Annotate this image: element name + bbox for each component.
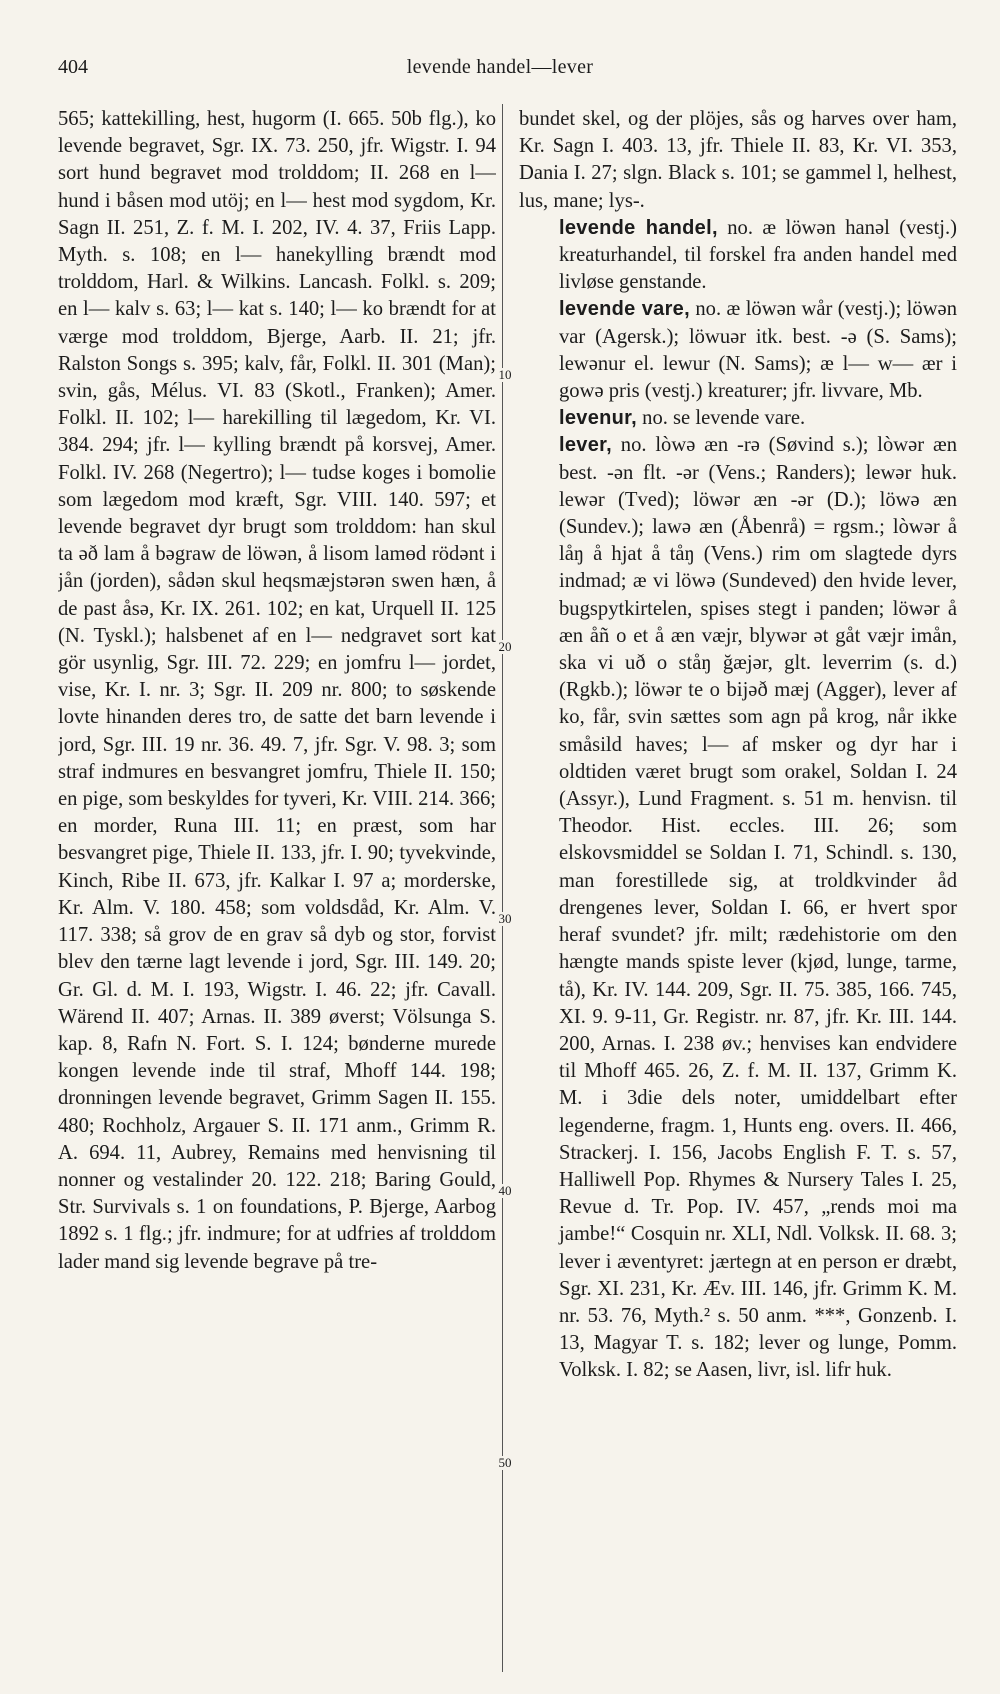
left-column-text: 565; kattekilling, hest, hugorm (I. 665. 50b flg.), ko levende begravet, Sgr. IX. 73. 250, jfr. Wigstr. I. 94 sort hund begravet mod trolddom; II. 268 en l— hund i båsen mod utöj; en l— hest mod sygdom, Kr. Sagn II. 251, Z. f. M. I. 202, IV. 4. 37, Friis Lapp. Myth. s. 108; en l— hanekylling brændt mod trolddom, Harl. & Wilkins. Lancash. Folkl. s. 209; en l— kalv s. 63; l— kat s. 140; l— ko brændt for at værge mod trolddom, Bjerge, Aarb. II. 21; jfr. Ralston Songs s. 395; kalv, får, Folkl. II. 301 (Man); svin, gås, Mélus. VI. 83 (Skotl., Franken); Amer. Folkl. II. 102; l— harekilling til lægedom, Kr. VI. 384. 294; jfr. l— kylling brændt på korsvej, Amer. Folkl. IV. 268 (Negertro); l— tudse koges i bomolie som lægedom mod kræft, Sgr. VIII. 140. 597; et levende begravet dyr brugt som trolddom: han skul ta əð lam å bəgraw de löwən, å lisom lamөd rödənt i jån (jorden), sådən skul heqsmæjstərən swen hæn, å de past åsə, Kr. IX. 261. 102; en kat, Urquell II. 125 (N. Tyskl.); halsbenet af en l— nedgravet sort kat gör usynlig, Sgr. III. 72. 229; en jomfru l— jordet, vise, Kr. I. nr. 3; Sgr. II. 209 nr. 800; to søskende lovte hinanden deres tro, de satte det barn levende i jord, Sgr. III. 19 nr. 36. 49. 7, jfr. Sgr. V. 98. 3; som straf indmures en besvangret jomfru, Thiele II. 150; en pige, som beskyldes for tyveri, Kr. VIII. 214. 366; en morder, Runa III. 11; en præst, som har besvangret pige, Thiele II. 133, jfr. I. 90; tyvekvinde, Kinch, Ribe II. 673, jfr. Kalkar I. 97 a; morderske, Kr. Alm. V. 180. 458; som voldsdåd, Kr. Alm. V. 117. 338; så grov de en grav så dyb og stor, forvist blev den tærne lagt levende i jord, Sgr. III. 149. 20; Gr. Gl. d. M. I. 193, Wigstr. I. 46. 22; jfr. Cavall. Wärend II. 407; Arnas. II. 389 øverst; Völsunga S. kap. 8, Rafn N. Fort. S. I. 124; bønderne murede kongen levende inde til straf, Mhoff 144. 198; dronningen levende begravet, Grimm Sagen II. 155. 480; Rochholz, Argauer S. II. 171 anm., Grimm R. A. 694. 11, Aubrey, Remains med henvisning til nonner og vestalinder 20. 122. 218; Baring Gould, Str. Survivals s. 1 on foundations, P. Bjerge, Aarbog 1892 s. 1 flg.; jfr. indmure; for at udfries af trolddom lader mand sig levende begrave på tre- <box>58 108 496 1273</box>
headword: levende handel, <box>559 216 718 239</box>
line-number-20: 20 <box>492 640 518 654</box>
entry-lever <box>519 432 957 1384</box>
entry-levenur <box>519 405 957 432</box>
headword: lever, <box>559 434 612 457</box>
entry-body: no. æ löwən hanəl (vestj.) kreaturhandel, til forskel fra anden handel med livløse genstande. <box>559 216 957 294</box>
headword: levenur, <box>559 407 637 430</box>
entry-body: no. se levende vare. <box>642 407 806 430</box>
right-column <box>519 106 957 1686</box>
line-number-30: 30 <box>492 912 518 926</box>
line-number-50: 50 <box>492 1456 518 1470</box>
headword: levende vare, <box>559 298 690 321</box>
entry-levende-handel <box>519 215 957 297</box>
entry-body: no. lòwə æn -rə (Søvind s.); lòwər æn best. -ən flt. -ər (Vens.; Randers); lewər huk. lewər (Tved); löwər æn -ər (D.); löwə æn (Sundev.); lawə æn (Åbenrå) = rgsm.; lòwər å låŋ å hjat å tåŋ (Vens.) rim om slagtede dyrs indmad; æ vi löwə (Sundeved) den hvide lever, bugspytkirtelen, spises stegt i panden; löwər å æn åñ o et å æn væjr, blywər ət gåt væjr imån, ska vi uð o ståŋ ğæjər, glt. leverrim (s. d.) (Rgkb.); löwər te o bijəð mæj (Agger), lever af ko, får, svin sættes som agn på krog, når ikke småsild haves; l— af msker og dyr har i oldtiden været brugt som orakel, Soldan I. 24 (Assyr.), Lund Fragment. s. 51 m. henvisn. til Theodor. Hist. eccles. III. 26; som elskovsmiddel se Soldan I. 71, Schindl. s. 130, man forestillede sig, at troldkvinder åd drengenes lever, Soldan I. 66, er hvert spor heraf svundet? jfr. milt; rædehistorie om den hængte mands spiste lever (kjød, lunge, tarme, tå), Kr. IV. 144. 209, Sgr. II. 75. 385, 166. 745, XI. 9. 9-11, Gr. Registr. nr. 87, jfr. Kr. III. 144. 200, Arnas. I. 238 øv.; henvises kan endvidere til Mhoff 465. 26, Z. f. M. II. 137, Grimm K. M. i 3die dels noter, umiddelbart efter legenderne, fragm. 1, Hunts eng. overs. II. 466, Strackerj. I. 156, Jacobs English F. T. s. 57, Halliwell Pop. Rhymes & Nursery Tales I. 25, Revue d. Tr. Pop. IV. 457, „rends moi ma jambe!“ Cosquin nr. XLI, Ndl. Volksk. II. 68. 3; lever i æventyret: jærtegn at en person er dræbt, Sgr. XI. 231, Kr. Æv. III. 146, jfr. Grimm K. M. nr. 53. 76, Myth.² s. 50 anm. ***, Gonzenb. I. 13, Magyar T. s. 182; lever og lunge, Pomm. Volksk. I. 82; se Aasen, livr, isl. lifr huk. <box>559 434 957 1382</box>
entry-body: no. æ löwən wår (vestj.); löwən var (Agersk.); löwuər itk. best. -ə (S. Sams); lewənur el. lewur (N. Sams); æ l— w— ær i gowə pris (vestj.) kreaturer; jfr. livvare, Mb. <box>559 298 957 403</box>
entry-levende-vare <box>519 296 957 405</box>
running-head: levende handel—lever <box>406 56 594 78</box>
right-column-intro: bundet skel, og der plöjes, sås og harves over ham, Kr. Sagn I. 403. 13, jfr. Thiele II. 83, Kr. VI. 353, Dania I. 27; slgn. Black s. 101; se gammel l, helhest, lus, mane; lys-. <box>519 108 957 212</box>
line-number-10: 10 <box>492 368 518 382</box>
column-rule <box>502 104 503 1672</box>
line-number-40: 40 <box>492 1184 518 1198</box>
left-column <box>58 106 496 1686</box>
page-number: 404 <box>58 56 88 78</box>
